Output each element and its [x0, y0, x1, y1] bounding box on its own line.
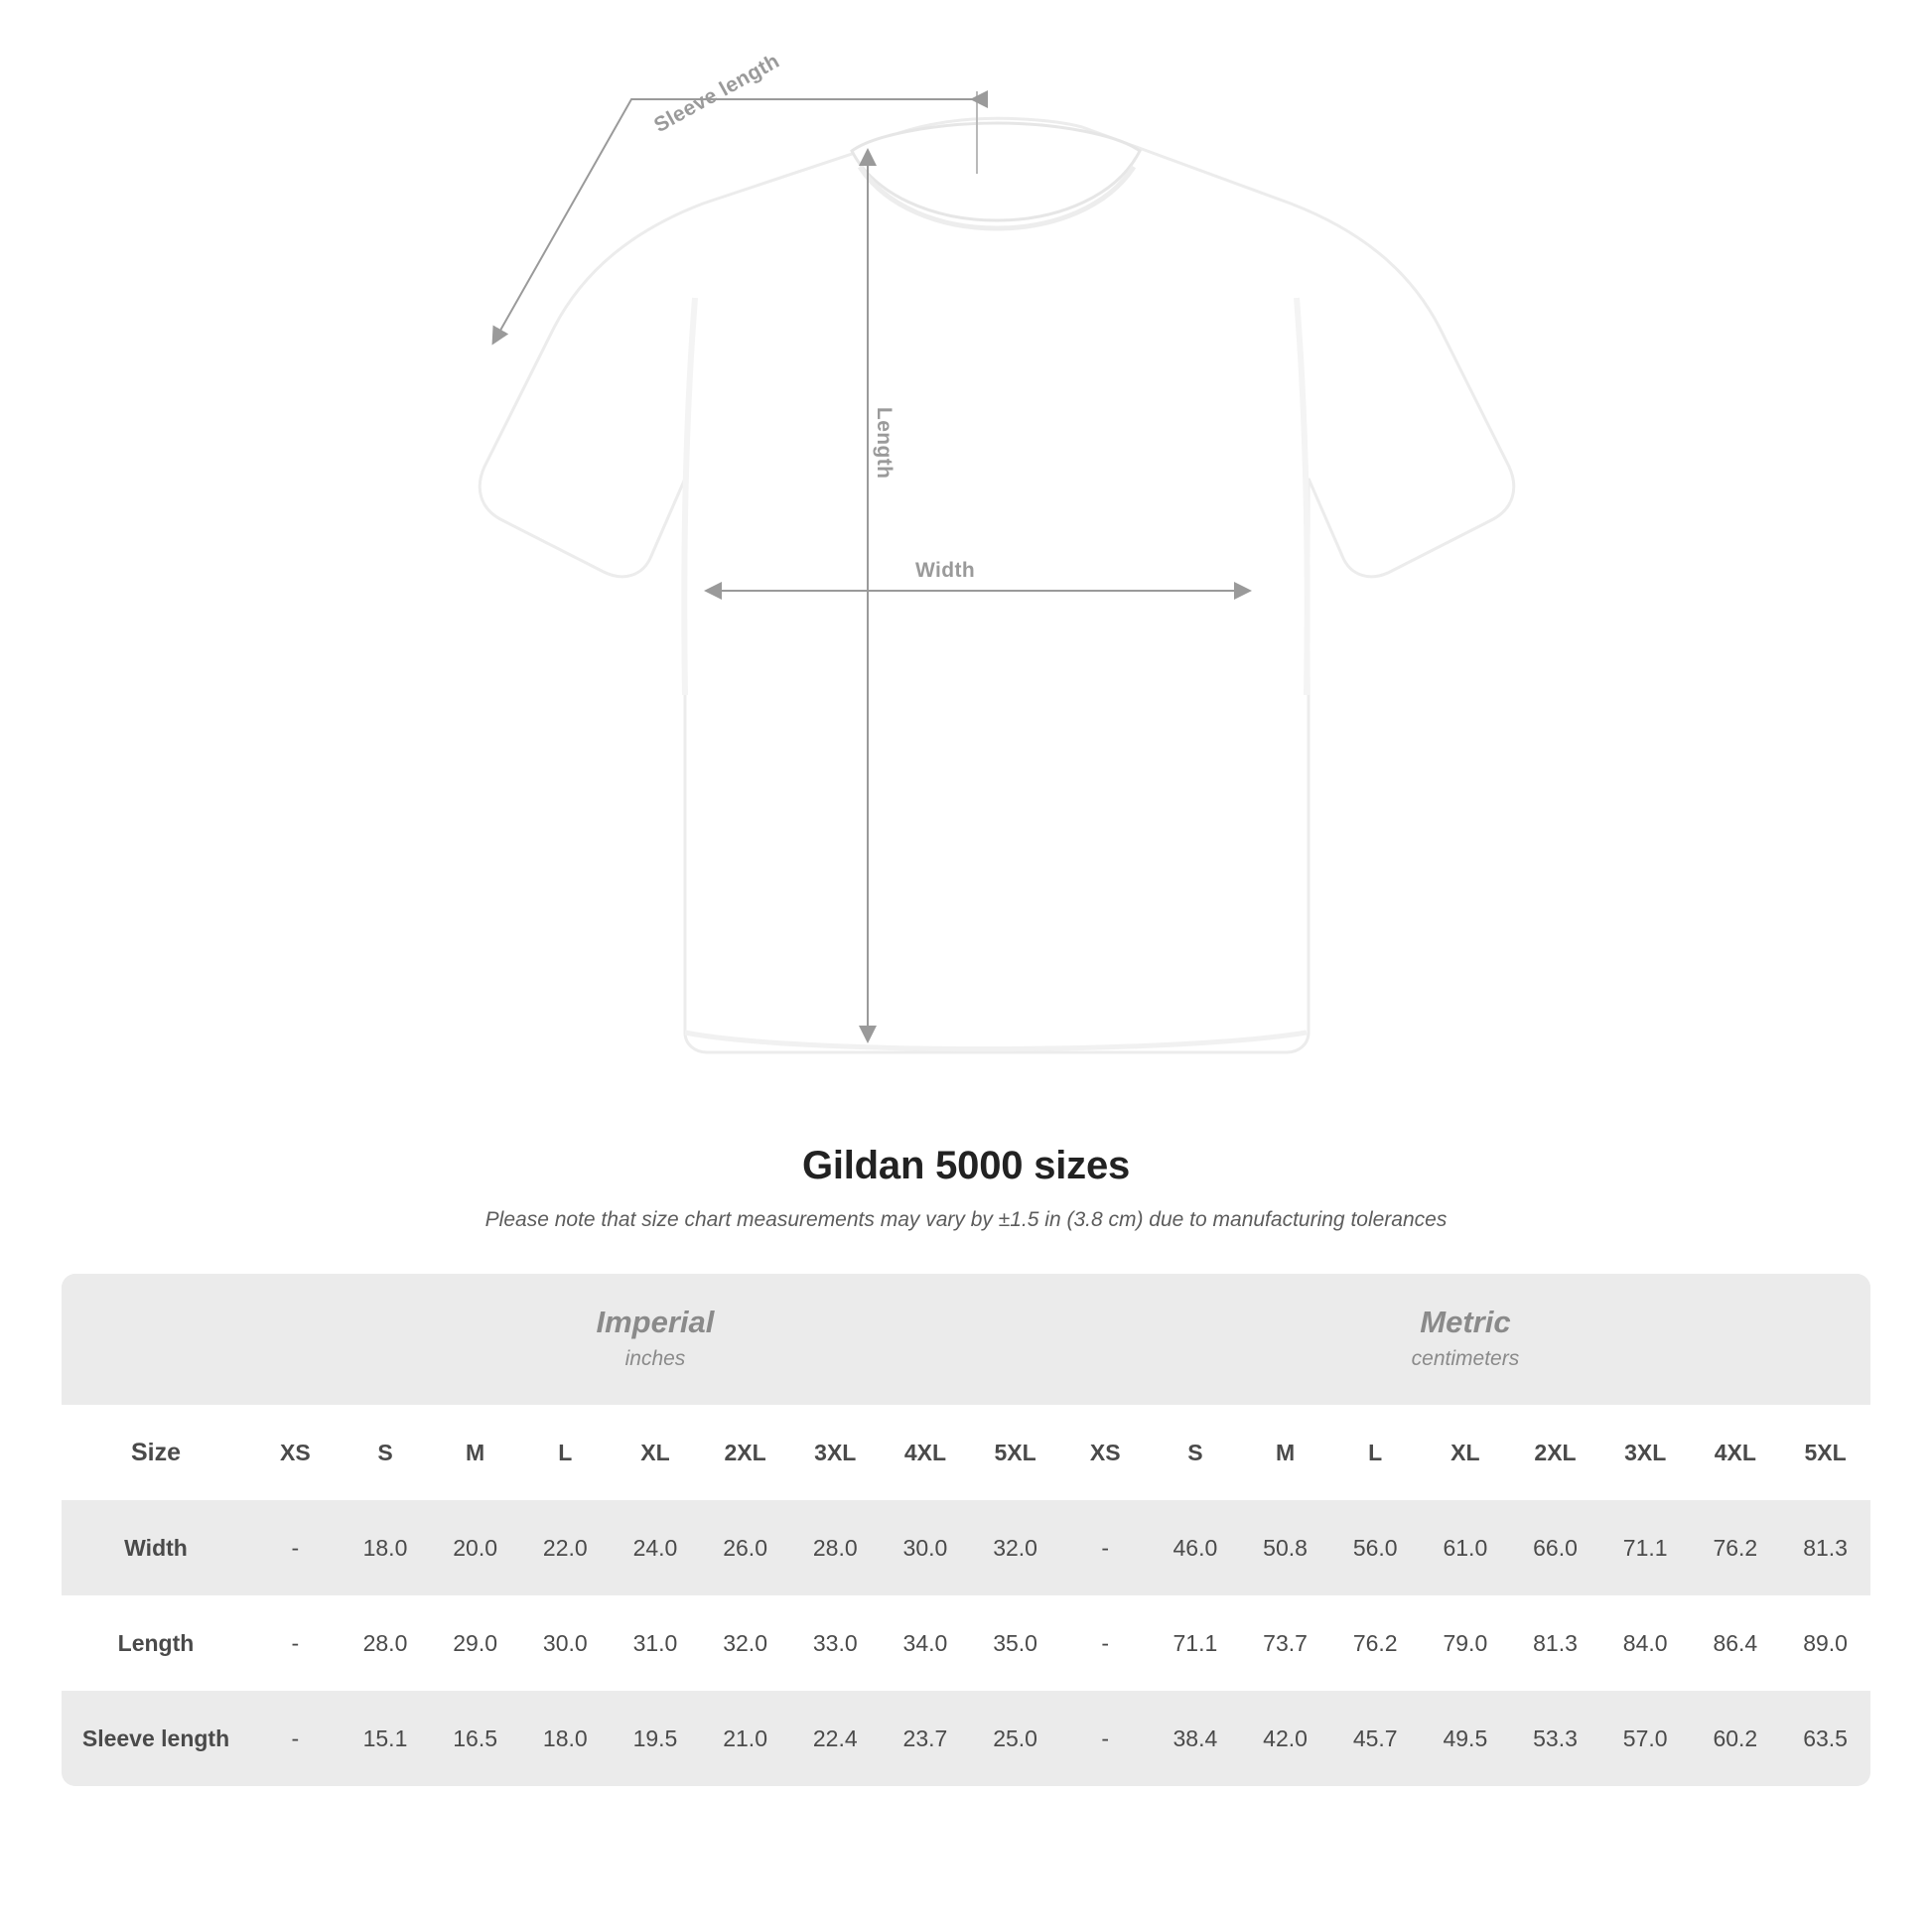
cell-length-imperial-l: 30.0: [520, 1595, 611, 1691]
table-row: [62, 1691, 1870, 1786]
tolerance-note: Please note that size chart measurements may vary by ±1.5 in (3.8 cm) due to manufacturing tolerances: [484, 1208, 1448, 1231]
cell-length-imperial-2xl: 32.0: [700, 1595, 790, 1691]
size-header-metric-l: L: [1330, 1405, 1421, 1500]
row-label-width: Width: [62, 1500, 250, 1595]
units-row: [62, 1274, 1870, 1405]
size-header-imperial-xs: XS: [250, 1405, 341, 1500]
size-header-label: Size: [62, 1405, 250, 1500]
length-label: Length: [873, 407, 896, 480]
cell-width-imperial-l: 22.0: [520, 1500, 611, 1595]
cell-width-metric-s: 46.0: [1151, 1500, 1241, 1595]
cell-sleeve-metric-4xl: 60.2: [1691, 1691, 1781, 1786]
units-spacer: [62, 1274, 250, 1405]
cell-sleeve-metric-5xl: 63.5: [1780, 1691, 1870, 1786]
table-row: [62, 1500, 1870, 1595]
cell-sleeve-metric-xl: 49.5: [1421, 1691, 1511, 1786]
cell-width-metric-4xl: 76.2: [1691, 1500, 1781, 1595]
cell-sleeve-metric-s: 38.4: [1151, 1691, 1241, 1786]
size-header-metric-xl: XL: [1421, 1405, 1511, 1500]
cell-length-metric-l: 76.2: [1330, 1595, 1421, 1691]
size-header-metric-s: S: [1151, 1405, 1241, 1500]
size-header-row: [62, 1405, 1870, 1500]
title-block: [0, 1144, 1932, 1232]
cell-length-metric-s: 71.1: [1151, 1595, 1241, 1691]
cell-length-imperial-4xl: 34.0: [881, 1595, 971, 1691]
size-header-imperial-l: L: [520, 1405, 611, 1500]
cell-sleeve-imperial-5xl: 25.0: [970, 1691, 1060, 1786]
cell-width-imperial-m: 20.0: [430, 1500, 520, 1595]
cell-width-metric-3xl: 71.1: [1600, 1500, 1691, 1595]
cell-width-metric-xs: -: [1060, 1500, 1151, 1595]
cell-width-metric-5xl: 81.3: [1780, 1500, 1870, 1595]
row-label-length: Length: [62, 1595, 250, 1691]
size-header-imperial-5xl: 5XL: [970, 1405, 1060, 1500]
cell-width-imperial-4xl: 30.0: [881, 1500, 971, 1595]
cell-length-imperial-m: 29.0: [430, 1595, 520, 1691]
size-header-imperial-s: S: [341, 1405, 431, 1500]
cell-length-metric-4xl: 86.4: [1691, 1595, 1781, 1691]
size-header-imperial-2xl: 2XL: [700, 1405, 790, 1500]
cell-width-metric-2xl: 66.0: [1510, 1500, 1600, 1595]
cell-length-metric-3xl: 84.0: [1600, 1595, 1691, 1691]
cell-sleeve-metric-2xl: 53.3: [1510, 1691, 1600, 1786]
size-header-imperial-xl: XL: [611, 1405, 701, 1500]
size-header-metric-3xl: 3XL: [1600, 1405, 1691, 1500]
unit-imperial-name: Imperial: [596, 1304, 715, 1339]
tshirt-shape: [480, 118, 1514, 1052]
unit-metric-name: Metric: [1420, 1304, 1511, 1339]
size-header-imperial-4xl: 4XL: [881, 1405, 971, 1500]
cell-width-imperial-s: 18.0: [341, 1500, 431, 1595]
size-header-metric-xs: XS: [1060, 1405, 1151, 1500]
cell-length-imperial-5xl: 35.0: [970, 1595, 1060, 1691]
size-header-imperial-3xl: 3XL: [790, 1405, 881, 1500]
cell-width-imperial-xs: -: [250, 1500, 341, 1595]
page-title: Gildan 5000 sizes: [801, 1144, 1131, 1187]
cell-width-imperial-xl: 24.0: [611, 1500, 701, 1595]
cell-length-metric-m: 73.7: [1240, 1595, 1330, 1691]
cell-width-imperial-2xl: 26.0: [700, 1500, 790, 1595]
cell-sleeve-imperial-m: 16.5: [430, 1691, 520, 1786]
sleeve-length-label: Sleeve length: [650, 49, 784, 138]
unit-metric: [1060, 1274, 1870, 1405]
cell-length-metric-xs: -: [1060, 1595, 1151, 1691]
cell-sleeve-metric-3xl: 57.0: [1600, 1691, 1691, 1786]
cell-sleeve-metric-xs: -: [1060, 1691, 1151, 1786]
cell-sleeve-metric-m: 42.0: [1240, 1691, 1330, 1786]
cell-length-imperial-xl: 31.0: [611, 1595, 701, 1691]
row-label-sleeve-length: Sleeve length: [62, 1691, 250, 1786]
width-label: Width: [915, 559, 976, 582]
cell-length-metric-5xl: 89.0: [1780, 1595, 1870, 1691]
cell-length-metric-xl: 79.0: [1421, 1595, 1511, 1691]
unit-metric-sub: centimeters: [1411, 1346, 1520, 1370]
cell-sleeve-imperial-4xl: 23.7: [881, 1691, 971, 1786]
cell-sleeve-imperial-2xl: 21.0: [700, 1691, 790, 1786]
cell-sleeve-imperial-l: 18.0: [520, 1691, 611, 1786]
cell-width-imperial-3xl: 28.0: [790, 1500, 881, 1595]
cell-length-imperial-s: 28.0: [341, 1595, 431, 1691]
size-header-imperial-m: M: [430, 1405, 520, 1500]
table-row: [62, 1595, 1870, 1691]
cell-length-imperial-xs: -: [250, 1595, 341, 1691]
size-header-metric-4xl: 4XL: [1691, 1405, 1781, 1500]
cell-width-metric-xl: 61.0: [1421, 1500, 1511, 1595]
size-table-container: [62, 1274, 1870, 1786]
cell-length-imperial-3xl: 33.0: [790, 1595, 881, 1691]
cell-sleeve-metric-l: 45.7: [1330, 1691, 1421, 1786]
size-header-metric-5xl: 5XL: [1780, 1405, 1870, 1500]
size-header-metric-m: M: [1240, 1405, 1330, 1500]
size-table: [62, 1274, 1870, 1786]
cell-length-metric-2xl: 81.3: [1510, 1595, 1600, 1691]
cell-width-metric-m: 50.8: [1240, 1500, 1330, 1595]
cell-width-imperial-5xl: 32.0: [970, 1500, 1060, 1595]
cell-width-metric-l: 56.0: [1330, 1500, 1421, 1595]
cell-sleeve-imperial-xs: -: [250, 1691, 341, 1786]
unit-imperial: [250, 1274, 1060, 1405]
cell-sleeve-imperial-s: 15.1: [341, 1691, 431, 1786]
cell-sleeve-imperial-3xl: 22.4: [790, 1691, 881, 1786]
unit-imperial-sub: inches: [624, 1346, 686, 1370]
cell-sleeve-imperial-xl: 19.5: [611, 1691, 701, 1786]
size-header-metric-2xl: 2XL: [1510, 1405, 1600, 1500]
